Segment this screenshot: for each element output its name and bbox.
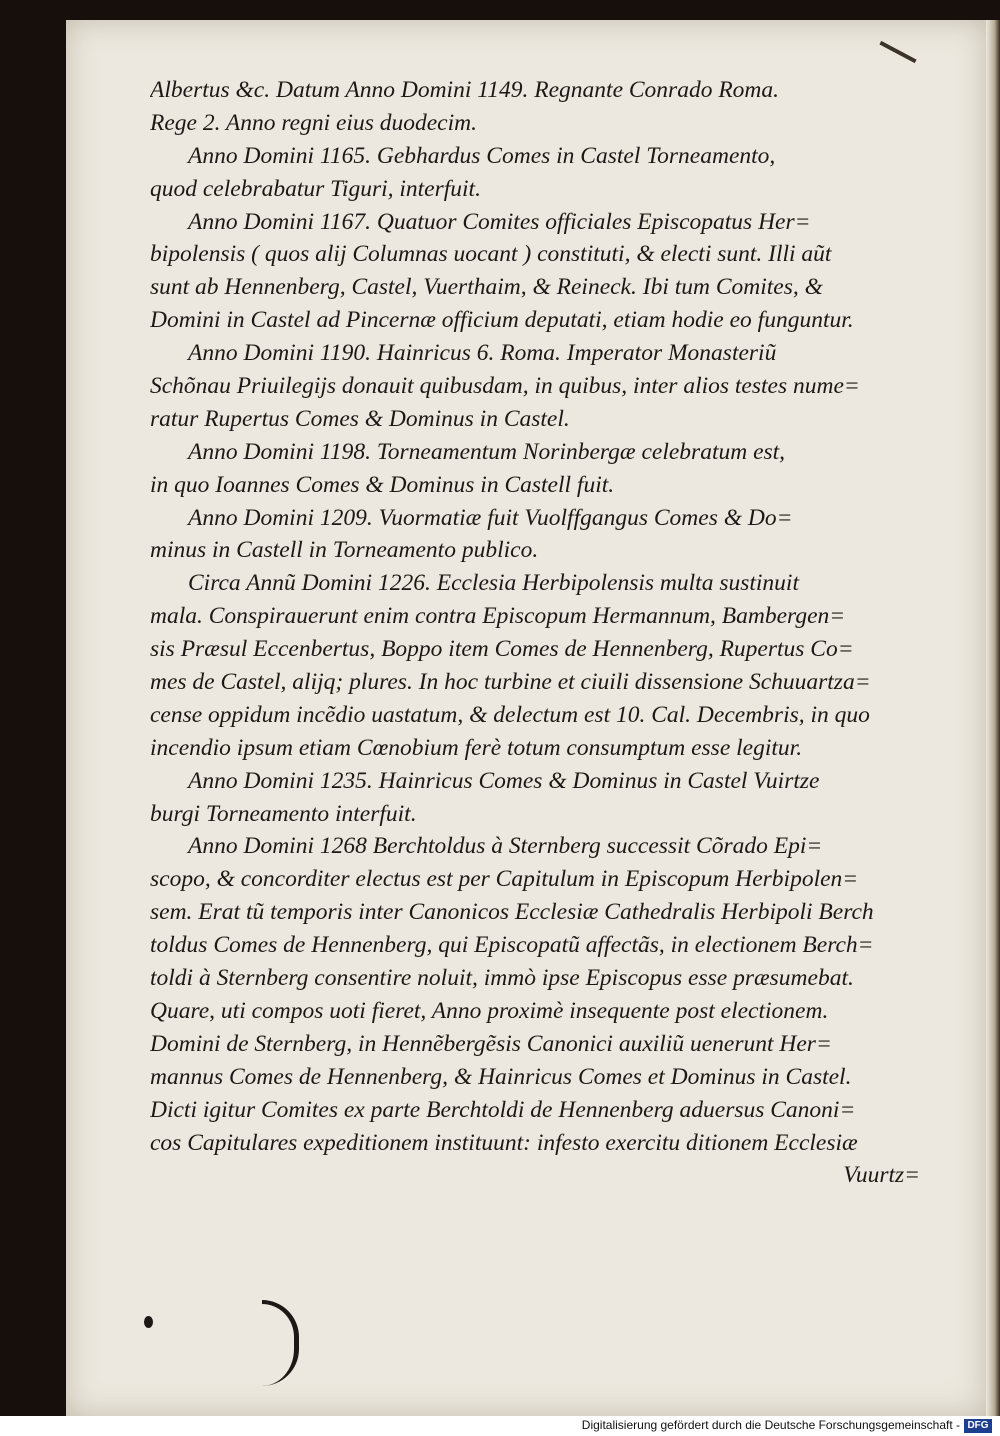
catchword: Vuurtz=	[843, 1162, 920, 1189]
text-line: Albertus &c. Datum Anno Domini 1149. Regnante Conrado Roma.	[150, 77, 780, 103]
text-line: sis Præsul Eccenbertus, Boppo item Comes de Hennenberg, Rupertus Co=	[150, 636, 854, 663]
page-text-body	[150, 74, 930, 1192]
text-line: mala. Conspirauerunt enim contra Episcopum Hermannum, Bambergen=	[150, 603, 846, 630]
text-line: scopo, & concorditer electus est per Capitulum in Episcopum Herbipolen=	[150, 866, 859, 893]
text-line: in quo Ioannes Comes & Dominus in Castell fuit.	[150, 471, 615, 498]
text-line: sem. Erat tũ temporis inter Canonicos Ecclesiæ Cathedralis Herbipoli Berch	[150, 899, 874, 926]
text-line: mannus Comes de Hennenberg, & Hainricus Comes et Dominus in Castel.	[150, 1063, 852, 1090]
text-line: Schõnau Priuilegijs donauit quibusdam, in quibus, inter alios testes nume=	[150, 373, 860, 400]
text-line: Anno Domini 1209. Vuormatiæ fuit Vuolffgangus Comes & Do=	[188, 504, 793, 531]
text-line: Anno Domini 1235. Hainricus Comes & Dominus in Castel Vuirtze	[188, 767, 820, 794]
text-line: Anno Domini 1268 Berchtoldus à Sternberg successit Cõrado Epi=	[188, 833, 823, 860]
text-line: Anno Domini 1165. Gebhardus Comes in Castel Torneamento,	[188, 142, 776, 169]
text-line: Anno Domini 1190. Hainricus 6. Roma. Imperator Monasteriũ	[188, 340, 777, 367]
text-line: quod celebrabatur Tiguri, interfuit.	[150, 175, 481, 202]
dfg-logo-icon: DFG	[964, 1419, 992, 1433]
text-line: toldus Comes de Hennenberg, qui Episcopatũ affectãs, in electionem Berch=	[150, 932, 874, 959]
text-line: Quare, uti compos uoti fieret, Anno proximè insequente post electionem.	[150, 997, 829, 1024]
page-edge	[986, 20, 1000, 1416]
text-line: minus in Castell in Torneamento publico.	[150, 537, 539, 564]
text-line: Domini de Sternberg, in Hennẽbergẽsis Canonici auxiliũ uenerunt Her=	[150, 1030, 832, 1057]
text-line: Anno Domini 1167. Quatuor Comites officiales Episcopatus Her=	[188, 208, 811, 235]
text-line: Anno Domini 1198. Torneamentum Norinbergæ celebratum est,	[188, 438, 786, 465]
text-line: incendio ipsum etiam Cœnobium ferè totum consumptum esse legitur.	[150, 734, 803, 761]
text-line: burgi Torneamento interfuit.	[150, 800, 417, 827]
text-line: Rege 2. Anno regni eius duodecim.	[150, 109, 477, 136]
text-line: toldi à Sternberg consentire noluit, immò ipse Episcopus esse præsumebat.	[150, 965, 854, 992]
text-line: Dicti igitur Comites ex parte Berchtoldi de Hennenberg aduersus Canoni=	[150, 1096, 856, 1123]
text-line: sunt ab Hennenberg, Castel, Vuerthaim, & Reineck. Ibi tum Comites, &	[150, 274, 823, 301]
text-line: Domini in Castel ad Pincernæ officium deputati, etiam hodie eo funguntur.	[150, 307, 854, 334]
ink-dot-mark	[144, 1316, 153, 1328]
text-line: ratur Rupertus Comes & Dominus in Castel.	[150, 405, 570, 432]
text-line: bipolensis ( quos alij Columnas uocant ) constituti, & electi sunt. Illi aũt	[150, 241, 832, 268]
footer-bar	[0, 1416, 1000, 1436]
footer-credit-text: Digitalisierung gefördert durch die Deutsche Forschungsgemeinschaft -	[581, 1418, 960, 1432]
text-line: cos Capitulares expeditionem instituunt: infesto exercitu ditionem Ecclesiæ	[150, 1129, 858, 1156]
text-line: Circa Annũ Domini 1226. Ecclesia Herbipolensis multa sustinuit	[188, 570, 799, 597]
text-line: cense oppidum incẽdio uastatum, & delectum est 10. Cal. Decembris, in quo	[150, 701, 870, 728]
text-line: mes de Castel, alijq; plures. In hoc turbine et ciuili dissensione Schuuartza=	[150, 669, 871, 696]
